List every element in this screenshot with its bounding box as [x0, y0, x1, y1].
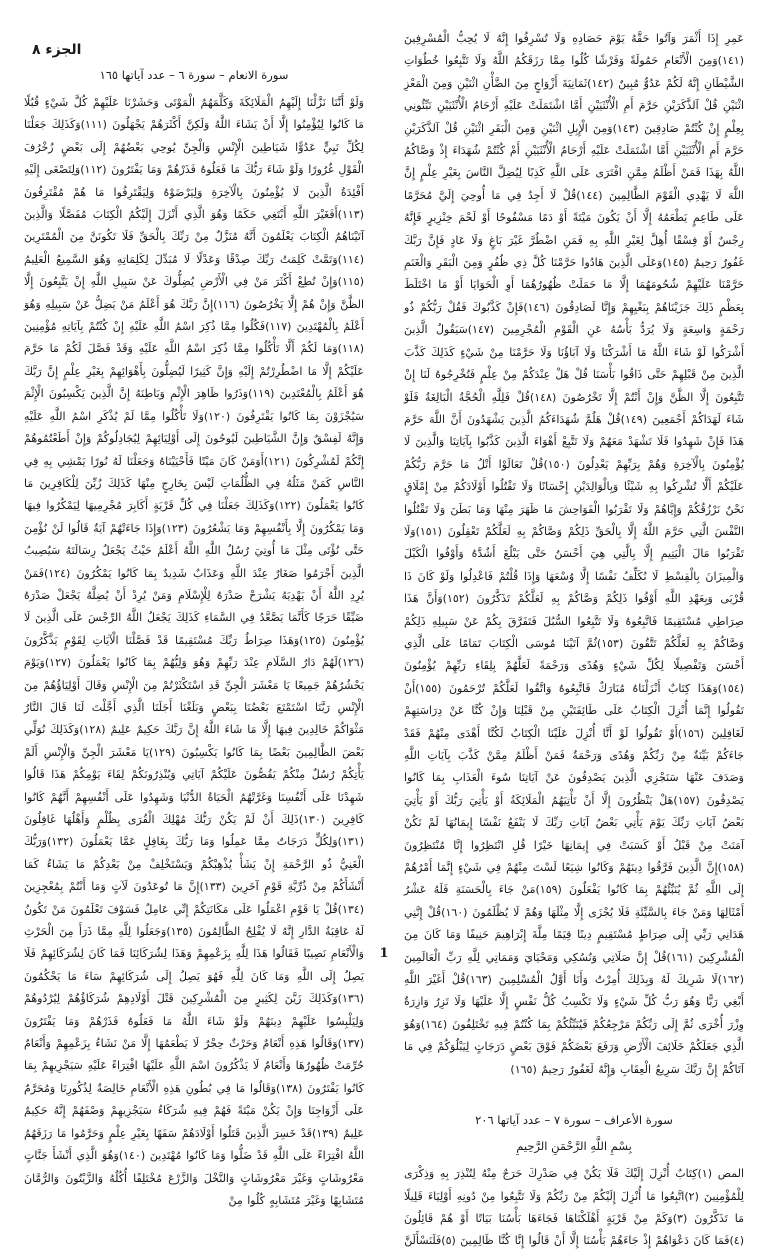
surah-araf-text: المص (١)كِتَابٌ أُنْزِلَ إِلَيْكَ فَلَا يَكُنْ فِي صَدْرِكَ حَرَجٌ مِنْهُ لِتُنْذِرَ بِهِ وَذِكْرَى لِلْمُؤْمِنِينَ (٢)اتَّبِعُوا مَا أُنْزِلَ إِلَيْكُمْ مِنْ رَبِّكُمْ وَلَا تَتَّبِعُوا مِنْ دُونِهِ أَوْلِيَاءَ قَلِيلًا مَا تَذَكَّرُونَ (٣)وَكَمْ مِنْ قَرْيَةٍ أَهْلَكْنَاهَا فَجَاءَهَا بَأْسُنَا بَيَاتًا أَوْ هُمْ قَائِلُونَ (٤)فَمَا كَانَ دَعْوَاهُمْ إِذْ جَاءَهُمْ بَأْسُنَا إِلَّا أَنْ قَالُوا إِنَّا كُنَّا ظَالِمِينَ (٥)فَلَنَسْأَلَنَّ: [404, 1167, 745, 1248]
page: [24, 28, 745, 1248]
basmala: بِسْمِ اللَّهِ الرَّحْمَنِ الرَّحِيمِ: [516, 1139, 632, 1154]
juz-header: الجزء ٨: [32, 42, 82, 58]
section-spacer: [404, 1081, 744, 1107]
surah-title-anam: سورة الانعام – سورة ٦ – عدد آياتها ١٦٥: [99, 68, 289, 82]
page-number: 1: [379, 946, 389, 961]
left-column: [24, 28, 365, 1207]
right-column: [404, 28, 745, 1248]
surah-title-araf: سورة الأعراف – سورة ٧ – عدد آياتها ٢٠٦: [475, 1113, 673, 1128]
surah-anam-text: وَلَوْ أَنَّنَا نَزَّلْنَا إِلَيْهِمُ الْمَلَائِكَةَ وَكَلَّمَهُمُ الْمَوْتَى وَحَشَرْنَا عَلَيْهِمْ كُلَّ شَيْءٍ قُبُلًا مَا كَانُوا لِيُؤْمِنُوا إِلَّا أَنْ يَشَاءَ اللَّهُ وَلَكِنَّ أَكْثَرَهُمْ يَجْهَلُونَ (١١١)وَكَذَلِكَ جَعَلْنَا لِكُلِّ نَبِيٍّ عَدُوًّا شَيَاطِينَ الْإِنْسِ وَالْجِنِّ يُوحِي بَعْضُهُمْ إِلَى بَعْضٍ زُخْرُفَ الْقَوْلِ غُرُورًا وَلَوْ شَاءَ رَبُّكَ مَا فَعَلُوهُ فَذَرْهُمْ وَمَا يَفْتَرُونَ (١١٢)وَلِتَصْغَى إِلَيْهِ أَفْئِدَةُ الَّذِينَ لَا يُؤْمِنُونَ بِالْآخِرَةِ وَلِيَرْضَوْهُ وَلِيَقْتَرِفُوا مَا هُمْ مُقْتَرِفُونَ (١١٣)أَفَغَيْرَ اللَّهِ أَبْتَغِي حَكَمًا وَهُوَ الَّذِي أَنْزَلَ إِلَيْكُمُ الْكِتَابَ مُفَصَّلًا وَالَّذِينَ آتَيْنَاهُمُ الْكِتَابَ يَعْلَمُونَ أَنَّهُ مُنَزَّلٌ مِنْ رَبِّكَ بِالْحَقِّ فَلَا تَكُونَنَّ مِنَ الْمُمْتَرِينَ (١١٤)وَتَمَّتْ كَلِمَتُ رَبِّكَ صِدْقًا وَعَدْلًا لَا مُبَدِّلَ لِكَلِمَاتِهِ وَهُوَ السَّمِيعُ الْعَلِيمُ (١١٥)وَإِنْ تُطِعْ أَكْثَرَ مَنْ فِي الْأَرْضِ يُضِلُّوكَ عَنْ سَبِيلِ اللَّهِ إِنْ يَتَّبِعُونَ إِلَّا الظَّنَّ وَإِنْ هُمْ إِلَّا يَخْرُصُونَ (١١٦)إِنَّ رَبَّكَ هُوَ أَعْلَمُ مَنْ يَضِلُّ عَنْ سَبِيلِهِ وَهُوَ أَعْلَمُ بِالْمُهْتَدِينَ (١١٧)فَكُلُوا مِمَّا ذُكِرَ اسْمُ اللَّهِ عَلَيْهِ إِنْ كُنْتُمْ بِآيَاتِهِ مُؤْمِنِينَ (١١٨)وَمَا لَكُمْ أَلَّا تَأْكُلُوا مِمَّا ذُكِرَ اسْمُ اللَّهِ عَلَيْهِ وَقَدْ فَصَّلَ لَكُمْ مَا حَرَّمَ عَلَيْكُمْ إِلَّا مَا اضْطُرِرْتُمْ إِلَيْهِ وَإِنَّ كَثِيرًا لَيُضِلُّونَ بِأَهْوَائِهِمْ بِغَيْرِ عِلْمٍ إِنَّ رَبَّكَ هُوَ أَعْلَمُ بِالْمُعْتَدِينَ (١١٩)وَذَرُوا ظَاهِرَ الْإِثْمِ وَبَاطِنَهُ إِنَّ الَّذِينَ يَكْسِبُونَ الْإِثْمَ سَيُجْزَوْنَ بِمَا كَانُوا يَقْتَرِفُونَ (١٢٠)وَلَا تَأْكُلُوا مِمَّا لَمْ يُذْكَرِ اسْمُ اللَّهِ عَلَيْهِ وَإِنَّهُ لَفِسْقٌ وَإِنَّ الشَّيَاطِينَ لَيُوحُونَ إِلَى أَوْلِيَائِهِمْ لِيُجَادِلُوكُمْ وَإِنْ أَطَعْتُمُوهُمْ إِنَّكُمْ لَمُشْرِكُونَ (١٢١)أَوَمَنْ كَانَ مَيْتًا فَأَحْيَيْنَاهُ وَجَعَلْنَا لَهُ نُورًا يَمْشِي بِهِ فِي النَّاسِ كَمَنْ مَثَلُهُ فِي الظُّلُمَاتِ لَيْسَ بِخَارِجٍ مِنْهَا كَذَلِكَ زُيِّنَ لِلْكَافِرِينَ مَا كَانُوا يَعْمَلُونَ (١٢٢)وَكَذَلِكَ جَعَلْنَا فِي كُلِّ قَرْيَةٍ أَكَابِرَ مُجْرِمِيهَا لِيَمْكُرُوا فِيهَا وَمَا يَمْكُرُونَ إِلَّا بِأَنْفُسِهِمْ وَمَا يَشْعُرُونَ (١٢٣)وَإِذَا جَاءَتْهُمْ آيَةٌ قَالُوا لَنْ نُؤْمِنَ حَتَّى نُؤْتَى مِثْلَ مَا أُوتِيَ رُسُلُ اللَّهِ اللَّهُ أَعْلَمُ حَيْثُ يَجْعَلُ رِسَالَتَهُ سَيُصِيبُ الَّذِينَ أَجْرَمُوا صَغَارٌ عِنْدَ اللَّهِ وَعَذَابٌ شَدِيدٌ بِمَا كَانُوا يَمْكُرُونَ (١٢٤)فَمَنْ يُرِدِ اللَّهُ أَنْ يَهْدِيَهُ يَشْرَحْ صَدْرَهُ لِلْإِسْلَامِ وَمَنْ يُرِدْ أَنْ يُضِلَّهُ يَجْعَلْ صَدْرَهُ ضَيِّقًا حَرَجًا كَأَنَّمَا يَصَّعَّدُ فِي السَّمَاءِ كَذَلِكَ يَجْعَلُ اللَّهُ الرِّجْسَ عَلَى الَّذِينَ لَا يُؤْمِنُونَ (١٢٥)وَهَذَا صِرَاطُ رَبِّكَ مُسْتَقِيمًا قَدْ فَصَّلْنَا الْآيَاتِ لِقَوْمٍ يَذَّكَّرُونَ (١٢٦)لَهُمْ دَارُ السَّلَامِ عِنْدَ رَبِّهِمْ وَهُوَ وَلِيُّهُمْ بِمَا كَانُوا يَعْمَلُونَ (١٢٧)وَيَوْمَ يَحْشُرُهُمْ جَمِيعًا يَا مَعْشَرَ الْجِنِّ قَدِ اسْتَكْثَرْتُمْ مِنَ الْإِنْسِ وَقَالَ أَوْلِيَاؤُهُمْ مِنَ الْإِنْسِ رَبَّنَا اسْتَمْتَعَ بَعْضُنَا بِبَعْضٍ وَبَلَغْنَا أَجَلَنَا الَّذِي أَجَّلْتَ لَنَا قَالَ النَّارُ مَثْوَاكُمْ خَالِدِينَ فِيهَا إِلَّا مَا شَاءَ اللَّهُ إِنَّ رَبَّكَ حَكِيمٌ عَلِيمٌ (١٢٨)وَكَذَلِكَ نُوَلِّي بَعْضَ الظَّالِمِينَ بَعْضًا بِمَا كَانُوا يَكْسِبُونَ (١٢٩)يَا مَعْشَرَ الْجِنِّ وَالْإِنْسِ أَلَمْ يَأْتِكُمْ رُسُلٌ مِنْكُمْ يَقُصُّونَ عَلَيْكُمْ آيَاتِي وَيُنْذِرُونَكُمْ لِقَاءَ يَوْمِكُمْ هَذَا قَالُوا شَهِدْنَا عَلَى أَنْفُسِنَا وَغَرَّتْهُمُ الْحَيَاةُ الدُّنْيَا وَشَهِدُوا عَلَى أَنْفُسِهِمْ أَنَّهُمْ كَانُوا كَافِرِينَ (١٣٠)ذَلِكَ أَنْ لَمْ يَكُنْ رَبُّكَ مُهْلِكَ الْقُرَى بِظُلْمٍ وَأَهْلُهَا غَافِلُونَ (١٣١)وَلِكُلٍّ دَرَجَاتٌ مِمَّا عَمِلُوا وَمَا رَبُّكَ بِغَافِلٍ عَمَّا يَعْمَلُونَ (١٣٢)وَرَبُّكَ الْغَنِيُّ ذُو الرَّحْمَةِ إِنْ يَشَأْ يُذْهِبْكُمْ وَيَسْتَخْلِفْ مِنْ بَعْدِكُمْ مَا يَشَاءُ كَمَا أَنْشَأَكُمْ مِنْ ذُرِّيَّةِ قَوْمٍ آخَرِينَ (١٣٣)إِنَّ مَا تُوعَدُونَ لَآتٍ وَمَا أَنْتُمْ بِمُعْجِزِينَ (١٣٤)قُلْ يَا قَوْمِ اعْمَلُوا عَلَى مَكَانَتِكُمْ إِنِّي عَامِلٌ فَسَوْفَ تَعْلَمُونَ مَنْ تَكُونُ لَهُ عَاقِبَةُ الدَّارِ إِنَّهُ لَا يُفْلِحُ الظَّالِمُونَ (١٣٥)وَجَعَلُوا لِلَّهِ مِمَّا ذَرَأَ مِنَ الْحَرْثِ وَالْأَنْعَامِ نَصِيبًا فَقَالُوا هَذَا لِلَّهِ بِزَعْمِهِمْ وَهَذَا لِشُرَكَائِنَا فَمَا كَانَ لِشُرَكَائِهِمْ فَلَا يَصِلُ إِلَى اللَّهِ وَمَا كَانَ لِلَّهِ فَهُوَ يَصِلُ إِلَى شُرَكَائِهِمْ سَاءَ مَا يَحْكُمُونَ (١٣٦)وَكَذَلِكَ زَيَّنَ لِكَثِيرٍ مِنَ الْمُشْرِكِينَ قَتْلَ أَوْلَادِهِمْ شُرَكَاؤُهُمْ لِيُرْدُوهُمْ وَلِيَلْبِسُوا عَلَيْهِمْ دِينَهُمْ وَلَوْ شَاءَ اللَّهُ مَا فَعَلُوهُ فَذَرْهُمْ وَمَا يَفْتَرُونَ (١٣٧)وَقَالُوا هَذِهِ أَنْعَامٌ وَحَرْثٌ حِجْرٌ لَا يَطْعَمُهَا إِلَّا مَنْ نَشَاءُ بِزَعْمِهِمْ وَأَنْعَامٌ حُرِّمَتْ ظُهُورُهَا وَأَنْعَامٌ لَا يَذْكُرُونَ اسْمَ اللَّهِ عَلَيْهَا افْتِرَاءً عَلَيْهِ سَيَجْزِيهِمْ بِمَا كَانُوا يَفْتَرُونَ (١٣٨)وَقَالُوا مَا فِي بُطُونِ هَذِهِ الْأَنْعَامِ خَالِصَةٌ لِذُكُورِنَا وَمُحَرَّمٌ عَلَى أَزْوَاجِنَا وَإِنْ يَكُنْ مَيْتَةً فَهُمْ فِيهِ شُرَكَاءُ سَيَجْزِيهِمْ وَصْفَهُمْ إِنَّهُ حَكِيمٌ عَلِيمٌ (١٣٩)قَدْ خَسِرَ الَّذِينَ قَتَلُوا أَوْلَادَهُمْ سَفَهًا بِغَيْرِ عِلْمٍ وَحَرَّمُوا مَا رَزَقَهُمُ اللَّهُ افْتِرَاءً عَلَى اللَّهِ قَدْ ضَلُّوا وَمَا كَانُوا مُهْتَدِينَ (١٤٠)وَهُوَ الَّذِي أَنْشَأَ جَنَّاتٍ مَعْرُوشَاتٍ وَغَيْرَ مَعْرُوشَاتٍ وَالنَّخْلَ وَالزَّرْعَ مُخْتَلِفًا أُكُلُهُ وَالزَّيْتُونَ وَالرُّمَّانَ مُتَشَابِهًا وَغَيْرَ مُتَشَابِهٍ كُلُوا مِنْ: [24, 96, 365, 1207]
surah-anam-continuation: عَمِرِ إِذَا أَثْمَرَ وَآتُوا حَقَّهُ يَوْمَ حَصَادِهِ وَلَا تُسْرِفُوا إِنَّهُ لَا يُحِبُّ الْمُسْرِفِينَ (١٤١)وَمِنَ الْأَنْعَامِ حَمُولَةً وَفَرْشًا كُلُوا مِمَّا رَزَقَكُمُ اللَّهُ وَلَا تَتَّبِعُوا خُطُوَاتِ الشَّيْطَانِ إِنَّهُ لَكُمْ عَدُوٌّ مُبِينٌ (١٤٢)ثَمَانِيَةَ أَزْوَاجٍ مِنَ الضَّأْنِ اثْنَيْنِ وَمِنَ الْمَعْزِ اثْنَيْنِ قُلْ آلذَّكَرَيْنِ حَرَّمَ أَمِ الْأُنْثَيَيْنِ أَمَّا اشْتَمَلَتْ عَلَيْهِ أَرْحَامُ الْأُنْثَيَيْنِ نَبِّئُونِي بِعِلْمٍ إِنْ كُنْتُمْ صَادِقِينَ (١٤٣)وَمِنَ الْإِبِلِ اثْنَيْنِ وَمِنَ الْبَقَرِ اثْنَيْنِ قُلْ آلذَّكَرَيْنِ حَرَّمَ أَمِ الْأُنْثَيَيْنِ أَمَّا اشْتَمَلَتْ عَلَيْهِ أَرْحَامُ الْأُنْثَيَيْنِ أَمْ كُنْتُمْ شُهَدَاءَ إِذْ وَصَّاكُمُ اللَّهُ بِهَذَا فَمَنْ أَظْلَمُ مِمَّنِ افْتَرَى عَلَى اللَّهِ كَذِبًا لِيُضِلَّ النَّاسَ بِغَيْرِ عِلْمٍ إِنَّ اللَّهَ لَا يَهْدِي الْقَوْمَ الظَّالِمِينَ (١٤٤)قُلْ لَا أَجِدُ فِي مَا أُوحِيَ إِلَيَّ مُحَرَّمًا عَلَى طَاعِمٍ يَطْعَمُهُ إِلَّا أَنْ يَكُونَ مَيْتَةً أَوْ دَمًا مَسْفُوحًا أَوْ لَحْمَ خِنْزِيرٍ فَإِنَّهُ رِجْسٌ أَوْ فِسْقًا أُهِلَّ لِغَيْرِ اللَّهِ بِهِ فَمَنِ اضْطُرَّ غَيْرَ بَاغٍ وَلَا عَادٍ فَإِنَّ رَبَّكَ غَفُورٌ رَحِيمٌ (١٤٥)وَعَلَى الَّذِينَ هَادُوا حَرَّمْنَا كُلَّ ذِي ظُفُرٍ وَمِنَ الْبَقَرِ وَالْغَنَمِ حَرَّمْنَا عَلَيْهِمْ شُحُومَهُمَا إِلَّا مَا حَمَلَتْ ظُهُورُهُمَا أَوِ الْحَوَايَا أَوْ مَا اخْتَلَطَ بِعَظْمٍ ذَلِكَ جَزَيْنَاهُمْ بِبَغْيِهِمْ وَإِنَّا لَصَادِقُونَ (١٤٦)فَإِنْ كَذَّبُوكَ فَقُلْ رَبُّكُمْ ذُو رَحْمَةٍ وَاسِعَةٍ وَلَا يُرَدُّ بَأْسُهُ عَنِ الْقَوْمِ الْمُجْرِمِينَ (١٤٧)سَيَقُولُ الَّذِينَ أَشْرَكُوا لَوْ شَاءَ اللَّهُ مَا أَشْرَكْنَا وَلَا آبَاؤُنَا وَلَا حَرَّمْنَا مِنْ شَيْءٍ كَذَلِكَ كَذَّبَ الَّذِينَ مِنْ قَبْلِهِمْ حَتَّى ذَاقُوا بَأْسَنَا قُلْ هَلْ عِنْدَكُمْ مِنْ عِلْمٍ فَتُخْرِجُوهُ لَنَا إِنْ تَتَّبِعُونَ إِلَّا الظَّنَّ وَإِنْ أَنْتُمْ إِلَّا تَخْرُصُونَ (١٤٨)قُلْ فَلِلَّهِ الْحُجَّةُ الْبَالِغَةُ فَلَوْ شَاءَ لَهَدَاكُمْ أَجْمَعِينَ (١٤٩)قُلْ هَلُمَّ شُهَدَاءَكُمُ الَّذِينَ يَشْهَدُونَ أَنَّ اللَّهَ حَرَّمَ هَذَا فَإِنْ شَهِدُوا فَلَا تَشْهَدْ مَعَهُمْ وَلَا تَتَّبِعْ أَهْوَاءَ الَّذِينَ كَذَّبُوا بِآيَاتِنَا وَالَّذِينَ لَا يُؤْمِنُونَ بِالْآخِرَةِ وَهُمْ بِرَبِّهِمْ يَعْدِلُونَ (١٥٠)قُلْ تَعَالَوْا أَتْلُ مَا حَرَّمَ رَبُّكُمْ عَلَيْكُمْ أَلَّا تُشْرِكُوا بِهِ شَيْئًا وَبِالْوَالِدَيْنِ إِحْسَانًا وَلَا تَقْتُلُوا أَوْلَادَكُمْ مِنْ إِمْلَاقٍ نَحْنُ نَرْزُقُكُمْ وَإِيَّاهُمْ وَلَا تَقْرَبُوا الْفَوَاحِشَ مَا ظَهَرَ مِنْهَا وَمَا بَطَنَ وَلَا تَقْتُلُوا النَّفْسَ الَّتِي حَرَّمَ اللَّهُ إِلَّا بِالْحَقِّ ذَلِكُمْ وَصَّاكُمْ بِهِ لَعَلَّكُمْ تَعْقِلُونَ (١٥١)وَلَا تَقْرَبُوا مَالَ الْيَتِيمِ إِلَّا بِالَّتِي هِيَ أَحْسَنُ حَتَّى يَبْلُغَ أَشُدَّهُ وَأَوْفُوا الْكَيْلَ وَالْمِيزَانَ بِالْقِسْطِ لَا نُكَلِّفُ نَفْسًا إِلَّا وُسْعَهَا وَإِذَا قُلْتُمْ فَاعْدِلُوا وَلَوْ كَانَ ذَا قُرْبَى وَبِعَهْدِ اللَّهِ أَوْفُوا ذَلِكُمْ وَصَّاكُمْ بِهِ لَعَلَّكُمْ تَذَكَّرُونَ (١٥٢)وَأَنَّ هَذَا صِرَاطِي مُسْتَقِيمًا فَاتَّبِعُوهُ وَلَا تَتَّبِعُوا السُّبُلَ فَتَفَرَّقَ بِكُمْ عَنْ سَبِيلِهِ ذَلِكُمْ وَصَّاكُمْ بِهِ لَعَلَّكُمْ تَتَّقُونَ (١٥٣)ثُمَّ آتَيْنَا مُوسَى الْكِتَابَ تَمَامًا عَلَى الَّذِي أَحْسَنَ وَتَفْصِيلًا لِكُلِّ شَيْءٍ وَهُدًى وَرَحْمَةً لَعَلَّهُمْ بِلِقَاءِ رَبِّهِمْ يُؤْمِنُونَ (١٥٤)وَهَذَا كِتَابٌ أَنْزَلْنَاهُ مُبَارَكٌ فَاتَّبِعُوهُ وَاتَّقُوا لَعَلَّكُمْ تُرْحَمُونَ (١٥٥)أَنْ تَقُولُوا إِنَّمَا أُنْزِلَ الْكِتَابُ عَلَى طَائِفَتَيْنِ مِنْ قَبْلِنَا وَإِنْ كُنَّا عَنْ دِرَاسَتِهِمْ لَغَافِلِينَ (١٥٦)أَوْ تَقُولُوا لَوْ أَنَّا أُنْزِلَ عَلَيْنَا الْكِتَابُ لَكُنَّا أَهْدَى مِنْهُمْ فَقَدْ جَاءَكُمْ بَيِّنَةٌ مِنْ رَبِّكُمْ وَهُدًى وَرَحْمَةٌ فَمَنْ أَظْلَمُ مِمَّنْ كَذَّبَ بِآيَاتِ اللَّهِ وَصَدَفَ عَنْهَا سَنَجْزِي الَّذِينَ يَصْدِفُونَ عَنْ آيَاتِنَا سُوءَ الْعَذَابِ بِمَا كَانُوا يَصْدِفُونَ (١٥٧)هَلْ يَنْظُرُونَ إِلَّا أَنْ تَأْتِيَهُمُ الْمَلَائِكَةُ أَوْ يَأْتِيَ رَبُّكَ أَوْ يَأْتِيَ بَعْضُ آيَاتِ رَبِّكَ يَوْمَ يَأْتِي بَعْضُ آيَاتِ رَبِّكَ لَا يَنْفَعُ نَفْسًا إِيمَانُهَا لَمْ تَكُنْ آمَنَتْ مِنْ قَبْلُ أَوْ كَسَبَتْ فِي إِيمَانِهَا خَيْرًا قُلِ انْتَظِرُوا إِنَّا مُنْتَظِرُونَ (١٥٨)إِنَّ الَّذِينَ فَرَّقُوا دِينَهُمْ وَكَانُوا شِيَعًا لَسْتَ مِنْهُمْ فِي شَيْءٍ إِنَّمَا أَمْرُهُمْ إِلَى اللَّهِ ثُمَّ يُنَبِّئُهُمْ بِمَا كَانُوا يَفْعَلُونَ (١٥٩)مَنْ جَاءَ بِالْحَسَنَةِ فَلَهُ عَشْرُ أَمْثَالِهَا وَمَنْ جَاءَ بِالسَّيِّئَةِ فَلَا يُجْزَى إِلَّا مِثْلَهَا وَهُمْ لَا يُظْلَمُونَ (١٦٠)قُلْ إِنَّنِي هَدَانِي رَبِّي إِلَى صِرَاطٍ مُسْتَقِيمٍ دِينًا قِيَمًا مِلَّةَ إِبْرَاهِيمَ حَنِيفًا وَمَا كَانَ مِنَ الْمُشْرِكِينَ (١٦١)قُلْ إِنَّ صَلَاتِي وَنُسُكِي وَمَحْيَايَ وَمَمَاتِي لِلَّهِ رَبِّ الْعَالَمِينَ (١٦٢)لَا شَرِيكَ لَهُ وَبِذَلِكَ أُمِرْتُ وَأَنَا أَوَّلُ الْمُسْلِمِينَ (١٦٣)قُلْ أَغَيْرَ اللَّهِ أَبْغِي رَبًّا وَهُوَ رَبُّ كُلِّ شَيْءٍ وَلَا تَكْسِبُ كُلُّ نَفْسٍ إِلَّا عَلَيْهَا وَلَا تَزِرُ وَازِرَةٌ وِزْرَ أُخْرَى ثُمَّ إِلَى رَبِّكُمْ مَرْجِعُكُمْ فَيُنَبِّئُكُمْ بِمَا كُنْتُمْ فِيهِ تَخْتَلِفُونَ (١٦٤)وَهُوَ الَّذِي جَعَلَكُمْ خَلَائِفَ الْأَرْضِ وَرَفَعَ بَعْضَكُمْ فَوْقَ بَعْضٍ دَرَجَاتٍ لِيَبْلُوَكُمْ فِي مَا آتَاكُمْ إِنَّ رَبَّكَ سَرِيعُ الْعِقَابِ وَإِنَّهُ لَغَفُورٌ رَحِيمٌ (١٦٥): [404, 32, 745, 1076]
